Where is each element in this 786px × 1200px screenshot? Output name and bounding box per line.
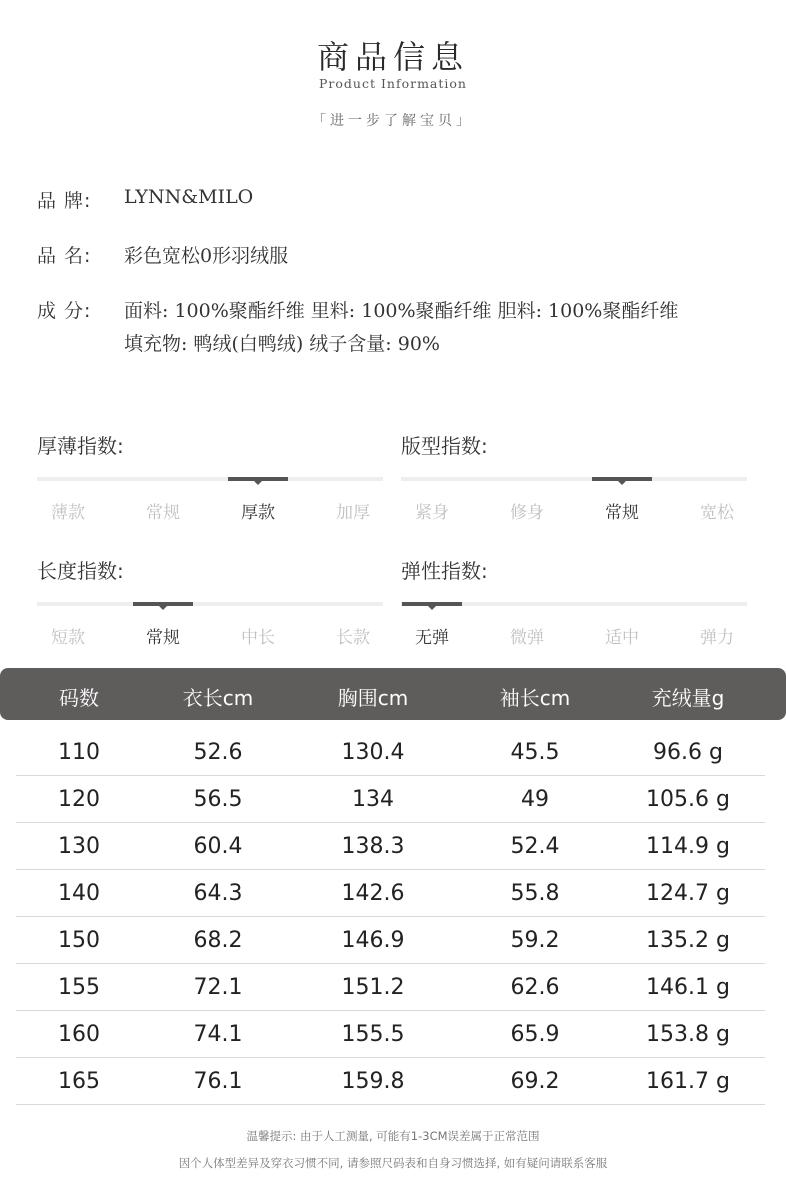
index-pointer-icon bbox=[159, 606, 167, 610]
index-track-indicator bbox=[592, 477, 652, 481]
index-option: 长款 bbox=[336, 628, 370, 648]
cell-sleeve: 62.6 bbox=[510, 975, 560, 1000]
cell-size: 120 bbox=[58, 787, 100, 812]
table-row bbox=[16, 1010, 765, 1058]
cell-size: 130 bbox=[58, 834, 100, 859]
table-row bbox=[16, 963, 765, 1011]
header-sleeve: 袖长cm bbox=[499, 686, 571, 710]
index-title: 厚薄指数: bbox=[37, 434, 124, 458]
cell-fill: 114.9 g bbox=[646, 834, 730, 859]
page-tagline: 「进一步了解宝贝」 bbox=[312, 113, 474, 129]
composition-line-2: 填充物: 鸭绒(白鸭绒) 绒子含量: 90% bbox=[124, 333, 440, 355]
cell-chest: 151.2 bbox=[341, 975, 405, 1000]
name-label: 品 名: bbox=[37, 245, 92, 267]
index-options bbox=[401, 498, 747, 523]
cell-length: 60.4 bbox=[193, 834, 243, 859]
cell-size: 165 bbox=[58, 1069, 100, 1094]
index-option: 常规 bbox=[605, 503, 639, 523]
table-row bbox=[16, 728, 765, 776]
index-options bbox=[37, 498, 383, 523]
header-chest: 胸围cm bbox=[337, 686, 409, 710]
cell-chest: 146.9 bbox=[341, 928, 405, 953]
cell-fill: 146.1 g bbox=[646, 975, 730, 1000]
index-option: 弹力 bbox=[700, 628, 734, 648]
index-option: 中长 bbox=[241, 628, 275, 648]
cell-fill: 124.7 g bbox=[646, 881, 730, 906]
index-option: 薄款 bbox=[51, 503, 85, 523]
index-option: 无弹 bbox=[415, 628, 449, 648]
brand-value: LYNN&MILO bbox=[124, 186, 254, 208]
index-pointer-icon bbox=[618, 481, 626, 485]
table-row bbox=[16, 822, 765, 870]
size-table-header bbox=[0, 668, 786, 720]
table-row bbox=[16, 916, 765, 964]
index-option: 修身 bbox=[510, 503, 544, 523]
index-track-indicator bbox=[133, 602, 193, 606]
page-title: 商品信息 bbox=[316, 38, 469, 76]
cell-length: 52.6 bbox=[193, 740, 243, 765]
index-option: 微弹 bbox=[510, 628, 544, 648]
cell-chest: 155.5 bbox=[341, 1022, 405, 1047]
index-option: 宽松 bbox=[700, 503, 734, 523]
header-size: 码数 bbox=[59, 686, 99, 710]
index-track bbox=[401, 602, 747, 606]
cell-length: 68.2 bbox=[193, 928, 243, 953]
index-option: 紧身 bbox=[415, 503, 449, 523]
index-title: 长度指数: bbox=[37, 559, 124, 583]
index-track bbox=[37, 602, 383, 606]
name-value: 彩色宽松0形羽绒服 bbox=[124, 245, 289, 267]
table-row bbox=[16, 775, 765, 823]
index-track bbox=[401, 477, 747, 481]
index-track bbox=[37, 477, 383, 481]
index-pointer-icon bbox=[428, 606, 436, 610]
cell-size: 150 bbox=[58, 928, 100, 953]
index-option: 短款 bbox=[51, 628, 85, 648]
cell-length: 72.1 bbox=[193, 975, 243, 1000]
cell-length: 56.5 bbox=[193, 787, 243, 812]
index-option: 厚款 bbox=[241, 503, 275, 523]
cell-length: 74.1 bbox=[193, 1022, 243, 1047]
cell-size: 140 bbox=[58, 881, 100, 906]
cell-chest: 142.6 bbox=[341, 881, 405, 906]
table-row bbox=[16, 1057, 765, 1105]
cell-length: 76.1 bbox=[193, 1069, 243, 1094]
index-option: 加厚 bbox=[336, 503, 370, 523]
cell-chest: 159.8 bbox=[341, 1069, 405, 1094]
index-pointer-icon bbox=[254, 481, 262, 485]
cell-sleeve: 65.9 bbox=[510, 1022, 560, 1047]
cell-sleeve: 45.5 bbox=[510, 740, 560, 765]
cell-chest: 138.3 bbox=[341, 834, 405, 859]
index-track-indicator bbox=[228, 477, 288, 481]
cell-sleeve: 59.2 bbox=[510, 928, 560, 953]
index-option: 常规 bbox=[146, 503, 180, 523]
page-subtitle: Product Information bbox=[319, 76, 467, 91]
cell-fill: 153.8 g bbox=[646, 1022, 730, 1047]
header-length: 衣长cm bbox=[182, 686, 254, 710]
cell-sleeve: 69.2 bbox=[510, 1069, 560, 1094]
cell-size: 155 bbox=[58, 975, 100, 1000]
cell-length: 64.3 bbox=[193, 881, 243, 906]
header-fill: 充绒量g bbox=[651, 686, 725, 710]
footnote-2: 因个人体型差异及穿衣习惯不同, 请参照尺码表和自身习惯选择, 如有疑问请联系客服 bbox=[178, 1156, 608, 1170]
composition-line-1: 面料: 100%聚酯纤维 里料: 100%聚酯纤维 胆料: 100%聚酯纤维 bbox=[124, 300, 679, 322]
cell-fill: 135.2 g bbox=[646, 928, 730, 953]
cell-fill: 161.7 g bbox=[646, 1069, 730, 1094]
cell-fill: 105.6 g bbox=[646, 787, 730, 812]
cell-sleeve: 55.8 bbox=[510, 881, 560, 906]
cell-fill: 96.6 g bbox=[653, 740, 723, 765]
cell-sleeve: 49 bbox=[521, 787, 549, 812]
cell-size: 110 bbox=[58, 740, 100, 765]
composition-label: 成 分: bbox=[37, 300, 92, 322]
index-title: 版型指数: bbox=[401, 434, 488, 458]
cell-size: 160 bbox=[58, 1022, 100, 1047]
cell-chest: 130.4 bbox=[341, 740, 405, 765]
index-options bbox=[37, 623, 383, 648]
footnote-1: 温馨提示: 由于人工测量, 可能有1-3CM误差属于正常范围 bbox=[246, 1129, 540, 1143]
index-option: 适中 bbox=[605, 628, 639, 648]
table-row bbox=[16, 869, 765, 917]
index-option: 常规 bbox=[146, 628, 180, 648]
cell-chest: 134 bbox=[352, 787, 394, 812]
index-track-indicator bbox=[402, 602, 462, 606]
brand-label: 品 牌: bbox=[37, 190, 92, 212]
cell-sleeve: 52.4 bbox=[510, 834, 560, 859]
index-options bbox=[401, 623, 747, 648]
index-title: 弹性指数: bbox=[401, 559, 488, 583]
